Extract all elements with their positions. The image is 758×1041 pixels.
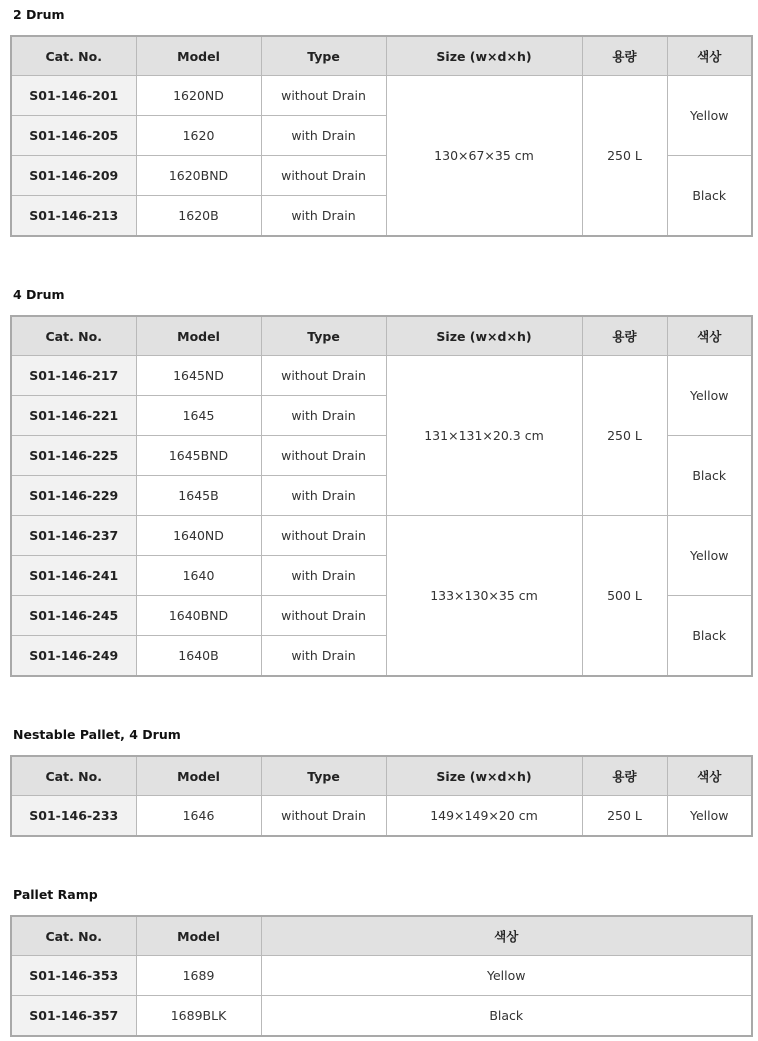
cat-no-cell: S01-146-237 [11, 516, 136, 556]
size-cell: 130×67×35 cm [386, 76, 582, 237]
capacity-cell: 250 L [582, 76, 667, 237]
cat-no-cell: S01-146-205 [11, 116, 136, 156]
cat-no-cell: S01-146-209 [11, 156, 136, 196]
color-cell: Yellow [667, 516, 752, 596]
type-cell: with Drain [261, 556, 386, 596]
header-cat-no: Cat. No. [11, 316, 136, 356]
table-4-drum [10, 315, 753, 677]
cat-no-cell: S01-146-221 [11, 396, 136, 436]
model-cell: 1620BND [136, 156, 261, 196]
color-cell: Black [667, 156, 752, 237]
cat-no-cell: S01-146-225 [11, 436, 136, 476]
color-cell: Yellow [667, 796, 752, 837]
header-capacity: 용량 [582, 316, 667, 356]
size-cell: 133×130×35 cm [386, 516, 582, 677]
table-row [11, 796, 752, 837]
model-cell: 1645B [136, 476, 261, 516]
table-pallet-ramp [10, 915, 753, 1037]
header-row [11, 916, 752, 956]
type-cell: without Drain [261, 76, 386, 116]
type-cell: without Drain [261, 796, 386, 837]
capacity-cell: 250 L [582, 796, 667, 837]
cat-no-cell: S01-146-233 [11, 796, 136, 837]
header-cat-no: Cat. No. [11, 916, 136, 956]
section-title-pallet-ramp: Pallet Ramp [13, 887, 98, 902]
model-cell: 1645BND [136, 436, 261, 476]
table-row [11, 516, 752, 556]
type-cell: without Drain [261, 596, 386, 636]
cat-no-cell: S01-146-229 [11, 476, 136, 516]
model-cell: 1640ND [136, 516, 261, 556]
type-cell: with Drain [261, 116, 386, 156]
header-type: Type [261, 36, 386, 76]
type-cell: without Drain [261, 156, 386, 196]
section-title-2-drum: 2 Drum [13, 7, 65, 22]
header-cat-no: Cat. No. [11, 36, 136, 76]
cat-no-cell: S01-146-245 [11, 596, 136, 636]
header-size: Size (w×d×h) [386, 36, 582, 76]
header-cat-no: Cat. No. [11, 756, 136, 796]
model-cell: 1645 [136, 396, 261, 436]
header-row [11, 316, 752, 356]
header-capacity: 용량 [582, 756, 667, 796]
header-row [11, 36, 752, 76]
model-cell: 1689 [136, 956, 261, 996]
model-cell: 1640BND [136, 596, 261, 636]
cat-no-cell: S01-146-217 [11, 356, 136, 396]
model-cell: 1640B [136, 636, 261, 677]
header-type: Type [261, 316, 386, 356]
header-size: Size (w×d×h) [386, 756, 582, 796]
model-cell: 1620B [136, 196, 261, 237]
header-size: Size (w×d×h) [386, 316, 582, 356]
table-row [11, 956, 752, 996]
type-cell: with Drain [261, 396, 386, 436]
header-model: Model [136, 36, 261, 76]
header-color: 색상 [667, 756, 752, 796]
table-row [11, 76, 752, 116]
cat-no-cell: S01-146-353 [11, 956, 136, 996]
model-cell: 1689BLK [136, 996, 261, 1037]
color-cell: Yellow [667, 356, 752, 436]
cat-no-cell: S01-146-213 [11, 196, 136, 237]
section-title-4-drum: 4 Drum [13, 287, 65, 302]
table-2-drum [10, 35, 753, 237]
capacity-cell: 250 L [582, 356, 667, 516]
model-cell: 1645ND [136, 356, 261, 396]
header-model: Model [136, 316, 261, 356]
table-row [11, 356, 752, 396]
color-cell: Yellow [667, 76, 752, 156]
size-cell: 131×131×20.3 cm [386, 356, 582, 516]
type-cell: without Drain [261, 516, 386, 556]
header-model: Model [136, 916, 261, 956]
model-cell: 1620 [136, 116, 261, 156]
section-title-nestable-pallet: Nestable Pallet, 4 Drum [13, 727, 181, 742]
header-capacity: 용량 [582, 36, 667, 76]
header-color: 색상 [667, 316, 752, 356]
model-cell: 1620ND [136, 76, 261, 116]
table-row [11, 996, 752, 1037]
header-type: Type [261, 756, 386, 796]
color-cell: Black [667, 596, 752, 677]
model-cell: 1640 [136, 556, 261, 596]
type-cell: with Drain [261, 636, 386, 677]
cat-no-cell: S01-146-357 [11, 996, 136, 1037]
capacity-cell: 500 L [582, 516, 667, 677]
model-cell: 1646 [136, 796, 261, 837]
type-cell: without Drain [261, 356, 386, 396]
cat-no-cell: S01-146-201 [11, 76, 136, 116]
type-cell: with Drain [261, 476, 386, 516]
cat-no-cell: S01-146-241 [11, 556, 136, 596]
size-cell: 149×149×20 cm [386, 796, 582, 837]
color-cell: Black [261, 996, 752, 1037]
color-cell: Yellow [261, 956, 752, 996]
type-cell: without Drain [261, 436, 386, 476]
type-cell: with Drain [261, 196, 386, 237]
table-nestable-pallet [10, 755, 753, 837]
cat-no-cell: S01-146-249 [11, 636, 136, 677]
header-model: Model [136, 756, 261, 796]
header-row [11, 756, 752, 796]
header-color: 색상 [667, 36, 752, 76]
color-cell: Black [667, 436, 752, 516]
header-color: 색상 [261, 916, 752, 956]
